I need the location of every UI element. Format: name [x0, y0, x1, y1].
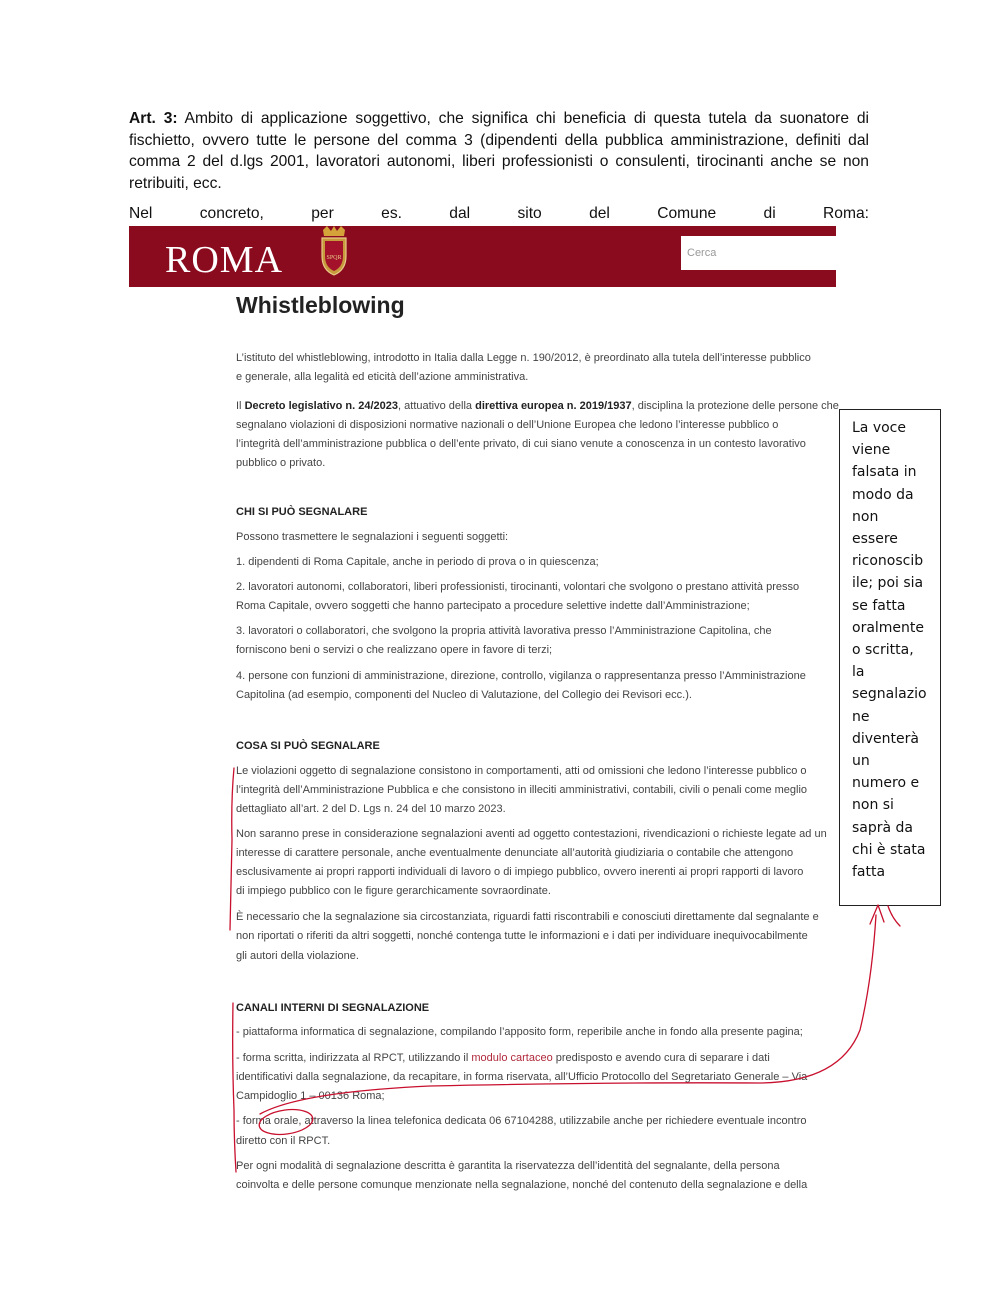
roma-website-screenshot — [129, 226, 839, 1191]
text-line: 3. lavoratori o collaboratori, che svolgono la propria attività lavorativa presso l’Amministrazione Capitolina, che — [236, 625, 772, 637]
arrow-head-2 — [888, 906, 900, 926]
word: concreto, — [199, 205, 264, 222]
text-line: Il Decreto legislativo n. 24/2023, attuativo della direttiva europea n. 2019/1937, disciplina la protezione delle persone che — [236, 400, 839, 412]
section-heading: COSA SI PUÒ SEGNALARE — [236, 740, 380, 752]
modulo-cartaceo-link[interactable]: modulo cartaceo — [471, 1052, 553, 1064]
text-line: Le violazioni oggetto di segnalazione consistono in comportamenti, atti od omissioni che ledono l’interesse pubblico o — [236, 765, 807, 777]
text-line: - forma orale, attraverso la linea telefonica dedicata 06 67104288, utilizzabile anche per richiedere eventuale incontro — [236, 1115, 807, 1127]
section-heading: CHI SI PUÒ SEGNALARE — [236, 506, 368, 518]
page-title: Whistleblowing — [236, 292, 405, 318]
text-line: È necessario che la segnalazione sia circostanziata, riguardi fatti riscontrabili e conosciuti direttamente dal segnalante e — [236, 911, 819, 923]
word: es. — [381, 205, 402, 222]
text-line: Campidoglio 1 – 00136 Roma; — [236, 1090, 385, 1102]
text-line: Per ogni modalità di segnalazione descritta è garantita la riservatezza dell’identità del segnalante, della persona — [236, 1160, 780, 1172]
site-header — [129, 226, 836, 287]
text-line: Roma Capitale, ovvero soggetti che hanno partecipato a procedure selettive indette dall’Amministrazione; — [236, 600, 750, 612]
article-label: Art. 3: — [129, 110, 178, 127]
word: per — [311, 205, 334, 222]
text-line: forniscono beni o servizi o che realizzano opere in favore di terzi; — [236, 644, 553, 656]
text-line: identificativi dalla segnalazione, da recapitare, in forma riservata, all’Ufficio Protocollo del Segretariato Generale – Via — [236, 1071, 808, 1083]
svg-text:SPQR: SPQR — [326, 255, 342, 261]
text-line: non riportati o riferiti da altri soggetti, nonché contenga tutte le informazioni e i dati per individuare inequivocabilmente — [236, 930, 808, 942]
text-line: e generale, alla legalità ed eticità dell’azione amministrativa. — [236, 371, 529, 383]
section-heading: CANALI INTERNI DI SEGNALAZIONE — [236, 1002, 430, 1014]
text-line: 1. dipendenti di Roma Capitale, anche in periodo di prova o in quiescenza; — [236, 556, 599, 568]
text-line: l’integrità dell’Amministrazione Pubblica e che consistono in illeciti amministrativi, contabili, civili o penali come meglio — [236, 784, 808, 796]
text-line: esclusivamente ai propri rapporti individuali di lavoro o di impiego pubblico, ovvero inerenti ai propri rapporti di lavoro — [236, 866, 804, 878]
text-line: pubblico o privato. — [236, 457, 326, 469]
text-line: interesse di carattere personale, anche eventualmente denunciate all’autorità giudiziaria o contabile che attengono — [236, 847, 794, 859]
text-line: segnalano violazioni di disposizioni normative nazionali o dell’Unione Europea che ledono l’interesse pubblico o — [236, 419, 779, 431]
article-text: Ambito di applicazione soggettivo, che significa chi beneficia di questa tutela da suonatore di fischietto, ovvero tutte le persone del comma 3 (dipendenti della pubblica amministrazione, definiti dal comma 2 del d.lgs 2001, lavoratori autonomi, liberi professionisti o consulenti, tirocinanti anche se non retribuiti, ecc. — [129, 110, 869, 192]
roma-logo[interactable]: ROMA — [165, 239, 284, 281]
text-line: 4. persone con funzioni di amministrazione, direzione, controllo, vigilanza o rappresentanza presso l’Amministrazione — [236, 670, 806, 682]
annotation-note: La voce viene falsata in modo da non essere riconoscib ile; poi sia se fatta oralmente o scritta, la segnalazio ne diventerà un numero e non si saprà da chi è stata fatta — [839, 409, 941, 906]
word: dal — [449, 205, 471, 222]
text-line: diretto con il RPCT. — [236, 1135, 331, 1147]
text-line: Capitolina (ad esempio, componenti del Nucleo di Valutazione, del Collegio dei Revisori ecc.). — [236, 689, 692, 701]
text-line: gli autori della violazione. — [236, 950, 359, 962]
roma-crest-icon — [317, 226, 351, 276]
word: Nel — [129, 205, 153, 222]
word: sito — [517, 205, 542, 222]
search-placeholder: Cerca — [687, 247, 717, 259]
word: di — [763, 205, 776, 222]
text-line: Non saranno prese in considerazione segnalazioni aventi ad oggetto contestazioni, rivendicazioni o richieste legate ad un — [236, 828, 827, 840]
intro-paragraph — [129, 108, 869, 194]
arrow-head — [870, 905, 884, 924]
text-line: L’istituto del whistleblowing, introdotto in Italia dalla Legge n. 190/2012, è preordinato alla tutela dell’interesse pubblico — [236, 352, 811, 364]
text-line: l’integrità dell’amministrazione pubblica o dell’ente privato, di cui siano venute a conoscenza in un contesto lavorativo — [236, 438, 806, 450]
word: Comune — [657, 205, 717, 222]
text-line: - forma scritta, indirizzata al RPCT, utilizzando il modulo cartaceo predisposto e avendo cura di separare i dati — [236, 1052, 770, 1064]
search-input[interactable] — [681, 236, 836, 270]
text-line: - piattaforma informatica di segnalazione, compilando l’apposito form, reperibile anche in fondo alla presente pagina; — [236, 1026, 803, 1038]
text-line: 2. lavoratori autonomi, collaboratori, liberi professionisti, tirocinanti, volontari che svolgono o prestano attività presso — [236, 581, 800, 593]
nel-concreto-line — [129, 205, 869, 223]
word: Roma: — [823, 205, 869, 222]
text-line: dettagliato all’art. 2 del D. Lgs n. 24 del 10 marzo 2023. — [236, 803, 506, 815]
text-line: Possono trasmettere le segnalazioni i seguenti soggetti: — [236, 531, 509, 543]
word: del — [589, 205, 610, 222]
text-line: di impiego pubblico con le figure gerarchicamente sovraordinate. — [236, 885, 551, 897]
text-line: coinvolta e delle persone comunque menzionate nella segnalazione, nonché del contenuto della segnalazione e della — [236, 1179, 808, 1191]
